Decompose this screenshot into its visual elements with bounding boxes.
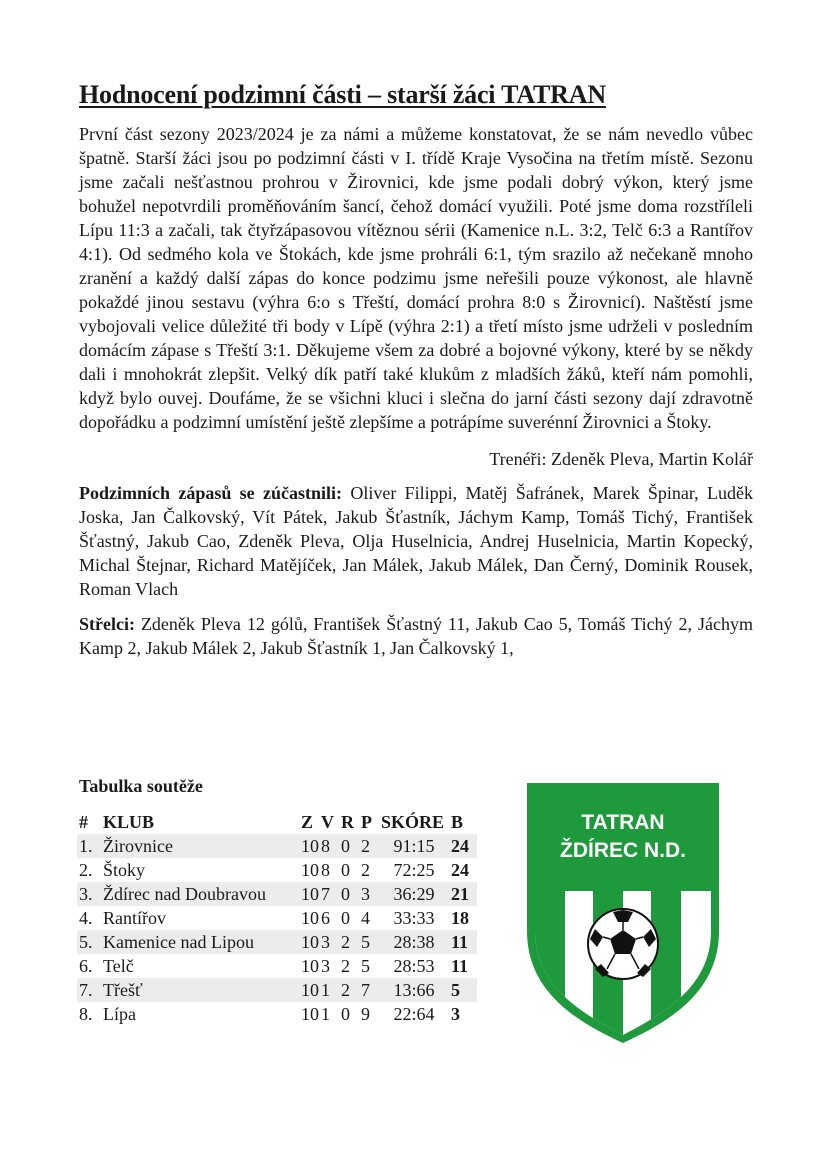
row-score: 28:53 — [393, 956, 435, 976]
row-losses: 3 — [361, 882, 381, 906]
row-wins: 8 — [321, 860, 330, 880]
players-paragraph — [79, 481, 753, 601]
header-draws: R — [341, 812, 354, 832]
table-row — [77, 1002, 477, 1026]
row-wins: 1 — [321, 978, 341, 1002]
row-score: 33:33 — [393, 908, 435, 928]
row-position: 7. — [77, 978, 103, 1002]
header-played: Z — [301, 812, 314, 832]
table-row — [77, 906, 477, 930]
header-score: SKÓRE — [381, 812, 445, 832]
row-draws: 0 — [341, 882, 361, 906]
row-draws: 0 — [341, 1004, 350, 1024]
row-position: 3. — [77, 882, 103, 906]
article — [79, 78, 753, 660]
row-club: Telč — [103, 956, 134, 976]
row-score: 91:15 — [381, 834, 447, 858]
header-points: B — [451, 812, 464, 832]
row-points: 11 — [451, 956, 469, 976]
row-draws: 0 — [341, 908, 350, 928]
row-club: Lípa — [103, 1004, 136, 1024]
header-club: KLUB — [103, 812, 155, 832]
row-losses: 5 — [361, 930, 381, 954]
row-position: 6. — [79, 956, 93, 976]
row-draws: 2 — [341, 956, 350, 976]
row-club: Kamenice nad Lipou — [103, 930, 301, 954]
row-points: 18 — [451, 908, 469, 928]
row-draws: 2 — [341, 930, 361, 954]
row-position: 1. — [77, 834, 103, 858]
table-row — [77, 930, 477, 954]
row-wins: 6 — [321, 908, 330, 928]
row-club: Třešť — [103, 978, 301, 1002]
row-losses: 4 — [361, 908, 370, 928]
coaches-signature: Trenéři: Zdeněk Pleva, Martin Kolář — [489, 449, 753, 469]
row-losses: 5 — [361, 956, 370, 976]
row-club: Ždírec nad Doubravou — [103, 882, 301, 906]
row-losses: 7 — [361, 978, 381, 1002]
table-row — [77, 882, 477, 906]
table-header-row — [77, 810, 477, 834]
row-position: 4. — [79, 908, 93, 928]
row-played: 10 — [301, 884, 319, 904]
row-score: 13:66 — [381, 978, 447, 1002]
scorers-list: Zdeněk Pleva 12 gólů, František Šťastný 11, Jakub Cao 5, Tomáš Tichý 2, Jáchym Kamp 2, Jakub Málek 2, Jakub Šťastník 1, Jan Čalkovský 1, — [79, 614, 753, 658]
table-row — [77, 954, 477, 978]
row-score: 72:25 — [393, 860, 435, 880]
row-played: 10 — [301, 908, 319, 928]
header-wins: V — [321, 812, 334, 832]
logo-line2: ŽDÍREC N.D. — [560, 839, 686, 862]
row-played: 10 — [301, 1004, 319, 1024]
row-points: 24 — [447, 834, 477, 858]
row-score: 28:38 — [381, 930, 447, 954]
row-draws: 0 — [341, 860, 350, 880]
intro-paragraph: První část sezony 2023/2024 je za námi a můžeme konstatovat, že se nám nevedlo vůbec špatně. Starší žáci jsou po podzimní části v I. třídě Kraje Vysočina na třetím místě. Sezonu jsme začali nešťastnou prohrou v Žirovnici, kde jsme podali dobrý výkon, který jsme bohužel nepotvrdili proměňováním šancí, čehož domácí využili. Poté jsme doma rozstříleli Lípu 11:3 a začali, tak čtyřzápasovou vítěznou sérii (Kamenice n.L. 3:2, Telč 6:3 a Rantířov 4:1). Od sedmého kola ve Štokách, kde jsme prohráli 6:1, tým srazilo až nečekaně mnoho zranění a každý další zápas do konce podzimu jsme neřešili pouze výkonost, ale hlavně pokaždé jinou sestavu (výhra 6:o s Třeští, domácí prohra 8:0 s Žirovnicí). Naštěstí jsme vybojovali velice důležité tři body v Lípě (výhra 2:1) a třetí místo jsme udrželi v posledním domácím zápase s Třeští 3:1. Děkujeme všem za dobré a bojovné výkony, které by se někdy dali i mnohokrát zlepšit. Velký dík patří také klukům z mladších žáků, kteří nám pomohli, když bylo ouvej. Doufáme, že se všichni kluci i slečna do jarní části sezony dají zdravotně dopořádku a podzimní umístění ještě zlepšíme a potrápíme suverénní Žirovnici a Štoky. — [79, 124, 753, 432]
page-title: Hodnocení podzimní části – starší žáci TATRAN — [79, 80, 606, 109]
row-wins: 7 — [321, 882, 341, 906]
row-played: 10 — [301, 980, 319, 1000]
table-title: Tabulka soutěže — [79, 776, 203, 796]
row-losses: 9 — [361, 1004, 370, 1024]
players-list: Oliver Filippi, Matěj Šafránek, Marek Špinar, Luděk Joska, Jan Čalkovský, Vít Pátek, Jakub Šťastník, Jáchym Kamp, Tomáš Tichý, František Šťastný, Jakub Cao, Zdeněk Pleva, Olja Huselnicia, Andrej Huselnicia, Martin Kopecký, Michal Štejnar, Richard Matějíček, Jan Málek, Jakub Málek, Dan Černý, Dominik Rousek, Roman Vlach — [79, 483, 753, 599]
row-club: Rantířov — [103, 908, 166, 928]
row-losses: 2 — [361, 834, 381, 858]
logo-line1: TATRAN — [581, 811, 665, 834]
row-wins: 3 — [321, 930, 341, 954]
row-losses: 2 — [361, 860, 370, 880]
row-points: 21 — [447, 882, 477, 906]
scorers-paragraph — [79, 612, 753, 660]
row-points: 24 — [451, 860, 469, 880]
header-position: # — [79, 812, 88, 832]
row-wins: 3 — [321, 956, 330, 976]
row-position: 2. — [79, 860, 93, 880]
row-points: 11 — [447, 930, 477, 954]
row-played: 10 — [301, 836, 319, 856]
row-points: 5 — [447, 978, 477, 1002]
table-row — [77, 834, 477, 858]
standings-table — [77, 810, 477, 1026]
row-wins: 1 — [321, 1004, 330, 1024]
table-row — [77, 978, 477, 1002]
row-club: Štoky — [103, 860, 146, 880]
row-played: 10 — [301, 860, 319, 880]
row-position: 8. — [79, 1004, 93, 1024]
row-played: 10 — [301, 932, 319, 952]
players-label: Podzimních zápasů se zúčastnili: — [79, 483, 342, 503]
table-row — [77, 858, 477, 882]
row-score: 22:64 — [393, 1004, 435, 1024]
football-icon — [588, 909, 658, 979]
scorers-label: Střelci: — [79, 614, 135, 634]
row-score: 36:29 — [381, 882, 447, 906]
header-losses: P — [361, 812, 372, 832]
row-draws: 0 — [341, 834, 361, 858]
row-points: 3 — [451, 1004, 460, 1024]
row-club: Žirovnice — [103, 834, 301, 858]
tatran-zdirec-logo — [525, 781, 721, 1043]
row-wins: 8 — [321, 834, 341, 858]
row-draws: 2 — [341, 978, 361, 1002]
row-played: 10 — [301, 956, 319, 976]
row-position: 5. — [77, 930, 103, 954]
